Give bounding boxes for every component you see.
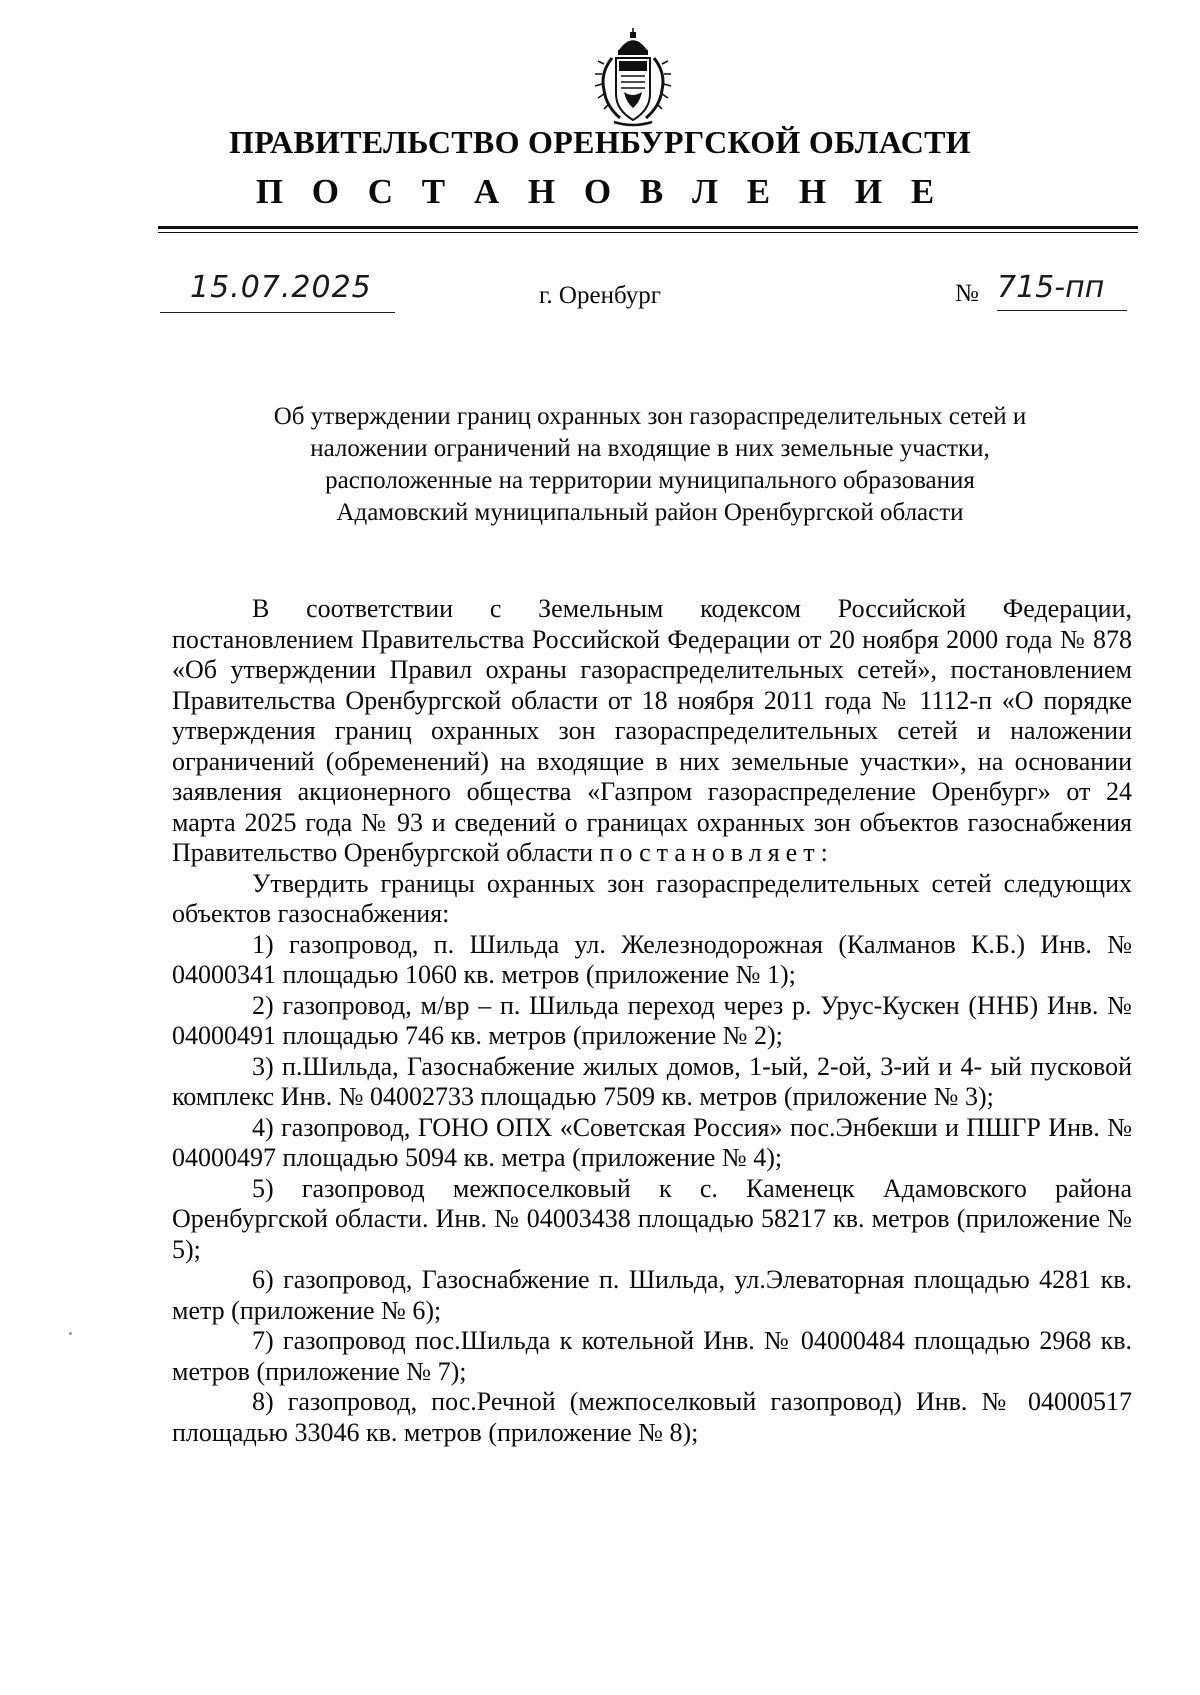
decision-paragraph: Утвердить границы охранных зон газораспределительных сетей следующих объектов газоснабжения: — [172, 868, 1132, 928]
city-name: г. Оренбург — [539, 282, 661, 309]
coat-of-arms-emblem — [590, 28, 676, 128]
preamble-paragraph — [172, 594, 1132, 869]
preamble-colon: : — [820, 838, 828, 867]
document-number: 715-пп — [997, 270, 1127, 311]
preamble-text: В соответствии с Земельным кодексом Российской Федерации, постановлением Правительства Российской Федерации от 20 ноября 2000 года № 878 «Об утверждении Правил охраны газораспределительных сетей», постановлением Правительства Оренбургской области от 18 ноября 2011 года № 1112-п «О порядке утверждения границ охранных зон газораспределительных сетей и наложении ограничений (обременений) на входящие в них земельные участки», на основании заявления акционерного общества «Газпром газораспределение Оренбург» от 24 марта 2025 года № 93 и сведений о границах охранных зон объектов газоснабжения Правительство Оренбургской области — [172, 594, 1132, 867]
organization-name: ПРАВИТЕЛЬСТВО ОРЕНБУРГСКОЙ ОБЛАСТИ — [229, 124, 971, 160]
document-title — [170, 401, 1130, 529]
title-line: Адамовский муниципальный район Оренбургской области — [336, 499, 964, 526]
preamble-verb: постановляет — [599, 838, 821, 867]
document-type: П О С Т А Н О В Л Е Н И Е — [255, 172, 945, 211]
title-line: Об утверждении границ охранных зон газораспределительных сетей и — [273, 403, 1027, 430]
list-item: 2) газопровод, м/вр – п. Шильда переход через р. Урус-Кускен (ННБ) Инв. № 04000491 площадью 746 кв. метров (приложение № 2); — [172, 990, 1132, 1050]
list-item: 3) п.Шильда, Газоснабжение жилых домов, 1-ый, 2-ой, 3-ий и 4- ый пусковой комплекс Инв. № 04002733 площадью 7509 кв. метров (приложение № 3); — [172, 1051, 1132, 1111]
list-item: 4) газопровод, ГОНО ОПХ «Советская Россия» пос.Энбекши и ПШГР Инв. № 04000497 площадью 5094 кв. метра (приложение № 4); — [172, 1112, 1132, 1172]
number-sign: № — [955, 280, 979, 307]
document-number-field — [955, 270, 1155, 312]
list-item: 6) газопровод, Газоснабжение п. Шильда, ул.Элеваторная площадью 4281 кв. метр (приложение № 6); — [172, 1265, 1132, 1325]
list-item: 8) газопровод, пос.Речной (межпоселковый газопровод) Инв. № 04000517 площадью 33046 кв. метров (приложение № 8); — [172, 1387, 1132, 1447]
header-rule-thick — [158, 226, 1138, 229]
list-item: 1) газопровод, п. Шильда ул. Железнодорожная (Калманов К.Б.) Инв. № 04000341 площадью 1060 кв. метров (приложение № 1); — [172, 929, 1132, 989]
title-line: наложении ограничений на входящие в них земельные участки, — [310, 435, 990, 462]
list-item: 7) газопровод пос.Шильда к котельной Инв. № 04000484 площадью 2968 кв. метров (приложение № 7); — [172, 1326, 1132, 1386]
header-rule-thin — [158, 232, 1138, 233]
list-item: 5) газопровод межпоселковый к с. Каменецк Адамовского района Оренбургской области. Инв. № 04003438 площадью 58217 кв. метров (приложение № 5); — [172, 1173, 1132, 1264]
document-date: 15.07.2025 — [190, 270, 372, 305]
document-body — [172, 594, 1132, 1448]
scan-speck — [69, 1332, 72, 1335]
title-line: расположенные на территории муниципального образования — [325, 467, 975, 494]
